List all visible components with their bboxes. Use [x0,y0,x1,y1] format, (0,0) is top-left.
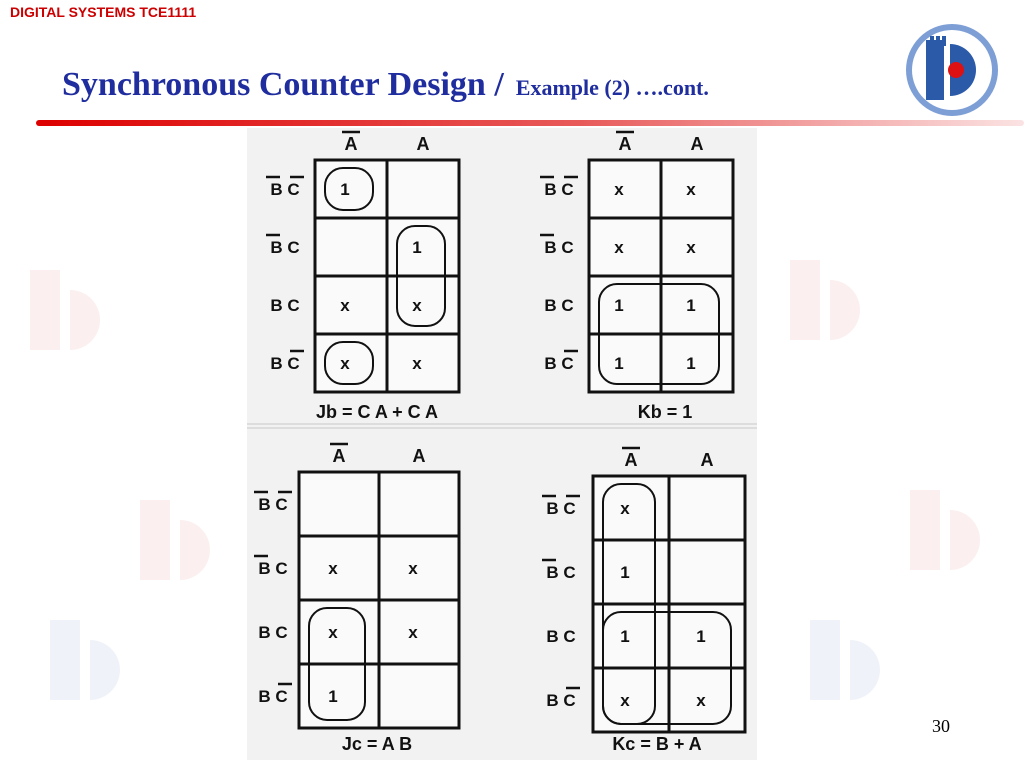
kmap-figure [247,128,757,760]
kmap-4 [542,448,745,754]
kmap-row-label: B C [546,499,576,518]
kmap-row-label: B C [544,238,574,257]
kmap-row-label: B C [270,180,300,199]
watermark-mark [800,600,890,720]
kmap-row-label: B C [270,296,300,315]
kmap-cell-value: x [412,296,422,315]
kmap-cell-value: x [412,354,422,373]
kmap-cell-value: 1 [620,563,630,582]
kmap-cell-value: x [686,180,696,199]
kmap-equation: Kb = 1 [637,402,693,422]
kmap-equation: Jb = C A + C A [315,402,439,422]
kmap-row-label: B C [270,238,300,257]
kmap-cell-value: 1 [686,354,696,373]
kmap-3 [254,444,459,754]
kmap-col-header: A [416,134,430,154]
kmap-col-header: A [624,450,638,470]
kmap-col-header: A [344,134,358,154]
kmap-cell-value: 1 [620,627,630,646]
kmap-cell-value: x [686,238,696,257]
kmap-cell-value: x [620,691,630,710]
kmap-cell-value: x [408,559,418,578]
kmap-col-header: A [618,134,632,154]
kmap-1 [266,132,459,422]
kmap-2 [540,132,733,422]
kmap-cell-value: x [614,238,624,257]
kmap-row-label: B C [258,623,288,642]
kmap-cell-value: 1 [340,180,350,199]
slide-title [62,66,709,104]
kmap-cell-value: 1 [696,627,706,646]
kmap-cell-value: x [696,691,706,710]
kmap-equation: Jc = A B [341,734,413,754]
kmap-row-label: B C [546,627,576,646]
kmap-row-label: B C [270,354,300,373]
kmap-cell-value: x [340,296,350,315]
kmap-col-header: A [332,446,346,466]
kmap-cell-value: x [620,499,630,518]
kmap-row-label: B C [258,559,288,578]
kmap-equation: Kc = B + A [612,734,702,754]
kmap-cell-value: 1 [614,296,624,315]
course-tag: DIGITAL SYSTEMS TCE1111 [10,4,197,20]
title-rule [36,120,1024,126]
kmap-row-label: B C [258,495,288,514]
watermark-mark [40,600,130,720]
slide-title-main: Synchronous Counter Design / [62,66,504,103]
kmap-row-label: B C [258,687,288,706]
kmap-row-label: B C [546,563,576,582]
kmap-row-label: B C [544,180,574,199]
kmap-cell-value: x [340,354,350,373]
kmap-cell-value: x [408,623,418,642]
kmap-cell-value: 1 [412,238,422,257]
kmap-cell-value: 1 [686,296,696,315]
watermark-mark [780,240,870,360]
kmap-row-label: B C [544,354,574,373]
kmap-scan [247,128,757,760]
kmap-cell-value: 1 [328,687,338,706]
watermark-mark [20,250,110,370]
watermark-mark [130,480,220,600]
kmap-col-header: A [700,450,714,470]
page-number: 30 [932,716,950,736]
kmap-cell-value: 1 [614,354,624,373]
kmap-row-label: B C [546,691,576,710]
kmap-cell-value: x [328,623,338,642]
kmap-col-header: A [690,134,704,154]
kmap-cell-value: x [328,559,338,578]
slide-title-sub: Example (2) ….cont. [515,75,709,100]
university-logo [904,22,1000,118]
kmap-row-label: B C [544,296,574,315]
kmap-cell-value: x [614,180,624,199]
kmap-col-header: A [412,446,426,466]
watermark-mark [900,470,990,590]
